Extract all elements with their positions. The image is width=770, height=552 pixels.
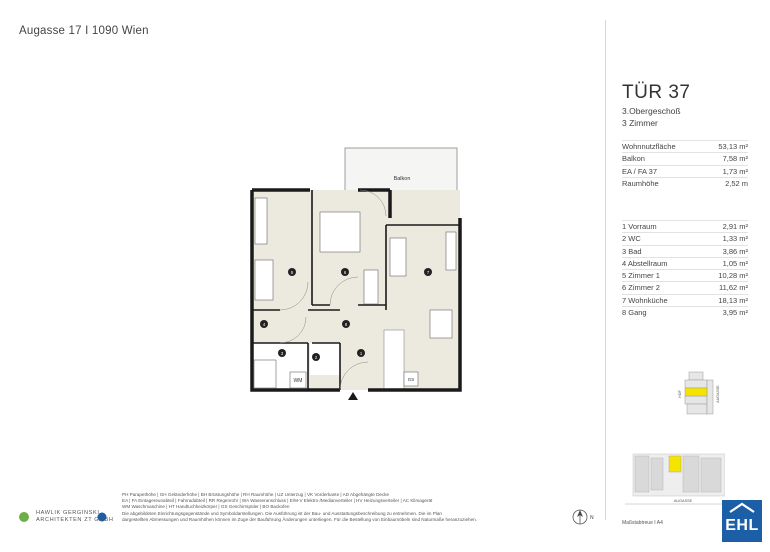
area-row: Balkon 7,58 m²: [622, 153, 748, 165]
bed-room-5: [255, 260, 273, 300]
room-number-4: 4: [262, 322, 266, 327]
sofa: [390, 238, 406, 276]
bathtub: [254, 360, 276, 388]
unit-floor: 3.Obergeschoß: [622, 106, 681, 116]
room-number-6: 6: [343, 270, 347, 275]
room-row: 3 Bad 3,86 m²: [622, 246, 748, 258]
project-address: Augasse 17 I 1090 Wien: [19, 25, 149, 37]
svg-text:N: N: [590, 515, 594, 521]
sidebar-divider: [605, 20, 606, 520]
unit-room-count: 3 Zimmer: [622, 118, 658, 128]
area-summary-table: [622, 140, 748, 189]
legend-line: Die abgebildeten Einrichtungsgegenstände und Symboldarstellungen. Die Ausführung ist der Bau- und Ausstattungsbeschreibung zu entnehmen. Die im Plan: [122, 510, 442, 516]
entrance-marker: [348, 392, 358, 400]
floor-plan: [240, 140, 480, 405]
legend-line: PH Parapethöhe | GH Geländerhöhe | BH Brüstungshöhe | RH Raumhöhe | UZ Unterzug | VK Vorderkante | AD Abgehängte Decke: [122, 492, 390, 497]
wardrobe-room-5: [255, 198, 267, 244]
room-row: 1 Vorraum 2,91 m²: [622, 220, 748, 233]
architect-name: HAWLIK GERGINSKI ARCHITEKTEN ZT GMBH: [36, 510, 114, 523]
ehl-logo: EHL: [722, 500, 762, 542]
ehl-roof-icon: [722, 500, 762, 514]
room-number-8: 8: [344, 322, 348, 327]
legend-line: dargestellten Abmessungen und Raumhöhen können im Zuge der Bauführung Änderungen unterliegen. Für die Bestellung von Einbaumöbeln sind Naturmaße heranzuziehen.: [122, 516, 477, 522]
north-arrow-icon: [571, 508, 595, 526]
bed-room-6: [320, 212, 360, 252]
wardrobe-living: [446, 232, 456, 270]
building-key-plan: [675, 366, 731, 422]
site-street-label: AUGASSE: [673, 499, 693, 503]
dining-table: [430, 310, 452, 338]
room-row: 5 Zimmer 1 10,28 m²: [622, 270, 748, 282]
room-number-1: 1: [359, 351, 363, 356]
room-row: 2 WC 1,33 m²: [622, 233, 748, 245]
wardrobe-room-6: [364, 270, 378, 304]
area-row: EA / FA 37 1,73 m²: [622, 166, 748, 178]
kitchen-counter: [384, 330, 404, 390]
keyplan-hof-label: HOF: [678, 390, 682, 398]
keyplan-street-label: AUGASSE: [716, 385, 720, 403]
room-row: 8 Gang 3,95 m²: [622, 308, 748, 318]
area-row: Wohnnutzfläche 53,13 m²: [622, 140, 748, 153]
room-row: 4 Abstellraum 1,05 m²: [622, 258, 748, 270]
legend-line: WM Waschmaschine | HT Handtuchheizkörper | GS Geschirrspüler | BO Backofen: [122, 504, 290, 510]
room-number-5: 5: [290, 270, 294, 275]
scale-note: Maßstabtreue I A4: [622, 520, 663, 526]
wm-label: WM: [293, 378, 303, 384]
room-row: 6 Zimmer 2 11,62 m²: [622, 282, 748, 294]
legend-line: EA | FA Eintagereunabteil | Fahrradabteil | RR Regenrohr | WA Wasseranschluss | E/M-V Elektro-/Medianverteiler | HV Heizungsverteiler | AC Klimagerät: [122, 498, 433, 504]
room-number-7: 7: [426, 270, 430, 275]
room-number-2: 2: [314, 355, 318, 360]
keyplan-unit-highlight: [685, 388, 707, 396]
site-unit-highlight: [669, 456, 681, 472]
gs-label: GS: [407, 377, 415, 382]
area-row: Raumhöhe 2,52 m: [622, 178, 748, 188]
room-row: 7 Wohnküche 18,13 m²: [622, 295, 748, 307]
site-plan: [625, 448, 725, 512]
balcony-label: Balkon: [393, 176, 411, 182]
room-area-table: [622, 220, 748, 318]
legend-disclaimer: [122, 492, 532, 523]
room-number-3: 3: [280, 351, 284, 356]
unit-door-number: TÜR 37: [622, 82, 691, 103]
